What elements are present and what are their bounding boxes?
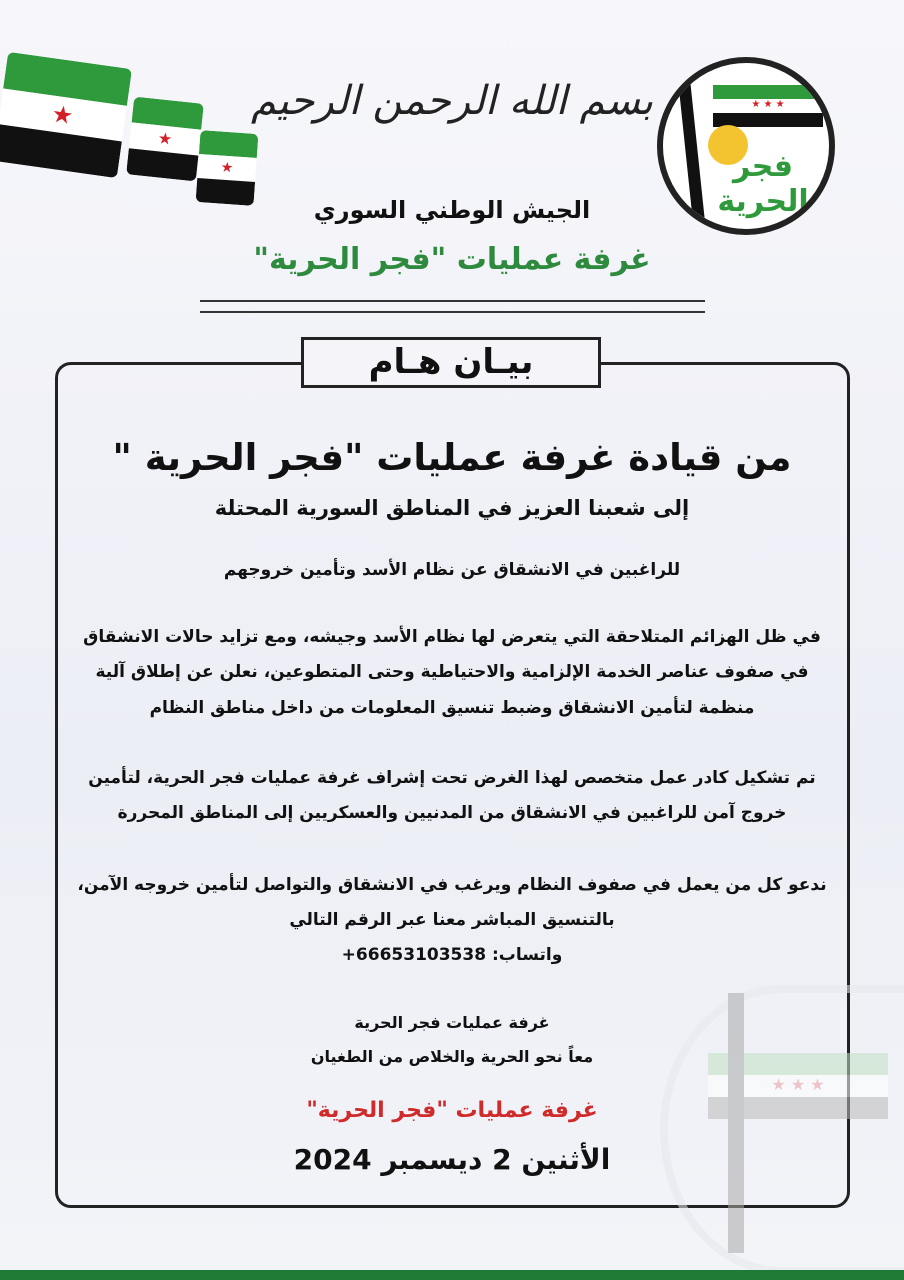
paragraph-line: في ظل الهزائم المتلاحقة التي يتعرض لها نظام الأسد وجيشه، ومع تزايد حالات الانشقاق [83, 627, 821, 647]
statement-subtitle: إلى شعبنا العزيز في المناطق السورية المحتلة [214, 496, 690, 520]
divider [200, 311, 705, 313]
syrian-flag-medium: ★ [126, 97, 204, 182]
basmala-calligraphy: بسم الله الرحمن الرحيم [250, 78, 654, 124]
footer-room-name: غرفة عمليات "فجر الحرية" [306, 1098, 598, 1123]
intro-line: للراغبين في الانشقاق عن نظام الأسد وتأمين خروجهم [223, 560, 681, 580]
fajr-al-hurriya-logo: ★ ★ ★ فجر الحرية [657, 57, 835, 235]
signature-line: معاً نحو الحرية والخلاص من الطغيان [310, 1047, 594, 1066]
paragraph-line: منظمة لتأمين الانشقاق وضبط تنسيق المعلومات من داخل مناطق النظام [149, 698, 755, 718]
statement-title: من قيادة غرفة عمليات "فجر الحرية " [112, 436, 792, 479]
paragraph-line: تم تشكيل كادر عمل متخصص لهذا الغرض تحت إشراف غرفة عمليات فجر الحرية، لتأمين [88, 768, 816, 788]
logo-text: فجر الحرية [717, 149, 809, 219]
paragraph-line: ندعو كل من يعمل في صفوف النظام ويرغب في الانشقاق والتواصل لتأمين خروجه الآمن، [77, 875, 827, 895]
footer-strip [0, 1270, 904, 1280]
divider [200, 300, 705, 302]
statement-label: بيـان هـام [301, 337, 601, 388]
logo-watermark: ★ ★ ★ [660, 985, 904, 1275]
signature-line: غرفة عمليات فجر الحرية [354, 1013, 550, 1032]
statement-date: الأثنين 2 ديسمبر 2024 [293, 1143, 611, 1176]
paragraph-line: بالتنسيق المباشر معنا عبر الرقم التالي [289, 910, 615, 930]
paragraph-line: في صفوف عناصر الخدمة الإلزامية والاحتياطية وحتى المتطوعين، نعلن عن إطلاق آلية [95, 662, 809, 682]
org-name: الجيش الوطني السوري [313, 196, 591, 224]
syrian-flag-large: ★ [0, 52, 132, 178]
operations-room-title: غرفة عمليات "فجر الحرية" [253, 242, 651, 277]
syrian-flag-small: ★ [196, 130, 259, 206]
whatsapp-number: واتساب: 66653103538+ [341, 945, 563, 965]
paragraph-line: خروج آمن للراغبين في الانشقاق من المدنيين والعسكريين إلى المناطق المحررة [117, 803, 787, 823]
